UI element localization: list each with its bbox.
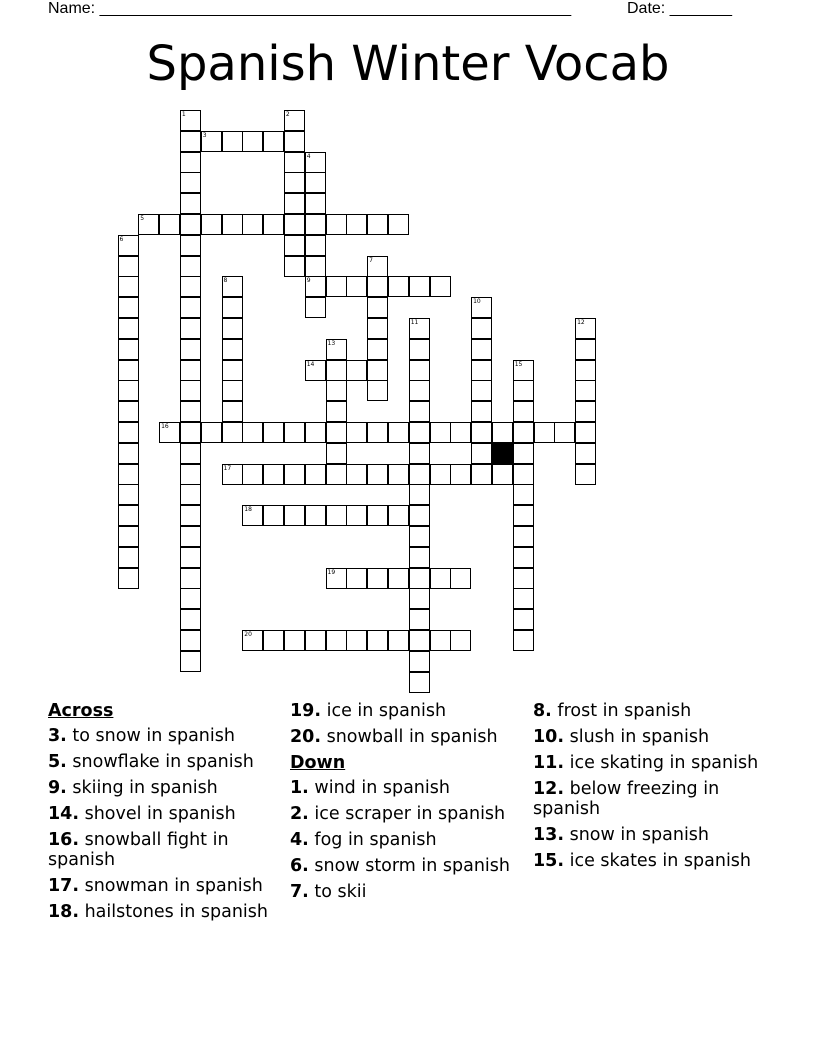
grid-cell[interactable] (222, 360, 243, 381)
clue-item (48, 902, 283, 922)
grid-cell[interactable] (326, 401, 347, 422)
grid-cell[interactable] (180, 526, 201, 547)
grid-cell[interactable] (430, 568, 451, 589)
grid-cell[interactable] (180, 276, 201, 297)
grid-cell[interactable] (575, 464, 596, 485)
grid-cell[interactable] (513, 609, 534, 630)
clue-text: ice scraper in spanish (314, 804, 506, 824)
clue-number: 12. (533, 779, 565, 799)
grid-cell[interactable] (471, 297, 492, 318)
grid-cell[interactable] (326, 464, 347, 485)
clue-text: ice skating in spanish (569, 753, 759, 773)
grid-cell[interactable] (284, 131, 305, 152)
clue-text: snowball fight in spanish (48, 830, 229, 870)
clue-text: to snow in spanish (72, 726, 235, 746)
grid-cell[interactable] (409, 360, 430, 381)
grid-cell[interactable] (222, 380, 243, 401)
grid-cell[interactable] (180, 131, 201, 152)
grid-cell[interactable] (513, 360, 534, 381)
grid-cell[interactable] (513, 526, 534, 547)
grid-cell[interactable] (284, 214, 305, 235)
grid-cell[interactable] (367, 505, 388, 526)
grid-cell[interactable] (180, 193, 201, 214)
grid-cell[interactable] (242, 630, 263, 651)
grid-cell[interactable] (513, 422, 534, 443)
grid-cell[interactable] (388, 630, 409, 651)
grid-cell[interactable] (222, 214, 243, 235)
clue-item (533, 851, 768, 871)
grid-cell[interactable] (180, 651, 201, 672)
grid-cell[interactable] (450, 422, 471, 443)
clue-item (533, 779, 768, 819)
grid-cell[interactable] (180, 339, 201, 360)
grid-cell[interactable] (284, 152, 305, 173)
clue-item (48, 876, 283, 896)
grid-cell[interactable] (118, 276, 139, 297)
grid-cell[interactable] (409, 505, 430, 526)
grid-cell[interactable] (263, 131, 284, 152)
grid-cell[interactable] (388, 464, 409, 485)
grid-cell[interactable] (513, 464, 534, 485)
grid-cell[interactable] (305, 630, 326, 651)
clue-item (290, 804, 525, 824)
grid-cell[interactable] (367, 568, 388, 589)
grid-cell[interactable] (513, 443, 534, 464)
clue-number: 2. (290, 804, 309, 824)
grid-cell[interactable] (180, 235, 201, 256)
grid-cell[interactable] (326, 505, 347, 526)
grid-cell[interactable] (367, 422, 388, 443)
grid-cell[interactable] (326, 276, 347, 297)
clue-item (48, 752, 283, 772)
clue-number: 9. (48, 778, 67, 798)
grid-cell[interactable] (575, 318, 596, 339)
grid-cell[interactable] (575, 360, 596, 381)
cell-number: 5 (140, 215, 145, 222)
grid-cell[interactable] (263, 214, 284, 235)
cell-number: 13 (327, 339, 336, 347)
name-field: Name: _____________________________________________________ (48, 0, 572, 17)
clue-column-3 (533, 701, 768, 877)
clue-item (290, 701, 525, 721)
grid-cell[interactable] (222, 401, 243, 422)
clue-number: 1. (290, 778, 309, 798)
clue-item (48, 830, 283, 870)
clue-text: ice skates in spanish (569, 851, 752, 871)
cell-number: 9 (306, 277, 311, 285)
clue-item (290, 882, 525, 902)
grid-cell[interactable] (513, 484, 534, 505)
cell-number: 16 (161, 423, 169, 430)
grid-cell[interactable] (118, 484, 139, 505)
grid-cell[interactable] (471, 339, 492, 360)
grid-cell[interactable] (118, 256, 139, 277)
grid-cell[interactable] (222, 318, 243, 339)
grid-cell[interactable] (180, 152, 201, 173)
clue-text: to skii (314, 882, 367, 902)
grid-cell[interactable] (409, 630, 430, 651)
grid-cell[interactable] (180, 609, 201, 630)
grid-cell[interactable] (159, 214, 180, 235)
clue-number: 18. (48, 902, 80, 922)
grid-cell[interactable] (305, 235, 326, 256)
grid-cell[interactable] (409, 276, 430, 297)
clue-number: 11. (533, 753, 565, 773)
grid-cell[interactable] (471, 360, 492, 381)
grid-cell[interactable] (367, 256, 388, 277)
grid-cell[interactable] (284, 110, 305, 131)
grid-cell[interactable] (346, 630, 367, 651)
grid-cell[interactable] (326, 214, 347, 235)
grid-cell[interactable] (326, 630, 347, 651)
grid-cell[interactable] (180, 172, 201, 193)
grid-cell[interactable] (305, 297, 326, 318)
grid-cell[interactable] (513, 505, 534, 526)
grid-cell[interactable] (118, 235, 139, 256)
grid-cell[interactable] (367, 297, 388, 318)
grid-cell[interactable] (180, 505, 201, 526)
grid-cell[interactable] (284, 422, 305, 443)
grid-cell[interactable] (409, 401, 430, 422)
grid-cell[interactable] (305, 214, 326, 235)
grid-cell[interactable] (305, 256, 326, 277)
clue-number: 6. (290, 856, 309, 876)
grid-cell[interactable] (471, 401, 492, 422)
clue-column-2 (290, 701, 525, 908)
grid-cell[interactable] (118, 297, 139, 318)
clue-number: 19. (290, 701, 322, 721)
grid-cell[interactable] (534, 422, 555, 443)
grid-cell[interactable] (346, 464, 367, 485)
grid-cell[interactable] (409, 526, 430, 547)
grid-cell[interactable] (346, 360, 367, 381)
grid-cell[interactable] (305, 172, 326, 193)
grid-cell[interactable] (118, 339, 139, 360)
grid-cell[interactable] (118, 505, 139, 526)
grid-cell[interactable] (575, 422, 596, 443)
clue-number: 7. (290, 882, 309, 902)
grid-cell[interactable] (305, 152, 326, 173)
clue-text: snow in spanish (569, 825, 710, 845)
grid-cell[interactable] (180, 380, 201, 401)
grid-cell[interactable] (326, 339, 347, 360)
cell-number: 2 (285, 111, 290, 118)
clue-text: ice in spanish (326, 701, 447, 721)
grid-cell[interactable] (367, 380, 388, 401)
clue-text: below freezing in spanish (533, 779, 720, 819)
grid-cell[interactable] (118, 568, 139, 589)
grid-cell[interactable] (409, 422, 430, 443)
grid-cell[interactable] (138, 214, 159, 235)
grid-cell[interactable] (118, 380, 139, 401)
cell-number: 6 (119, 235, 124, 243)
grid-cell[interactable] (180, 297, 201, 318)
grid-cell[interactable] (346, 214, 367, 235)
cell-number: 15 (514, 360, 523, 368)
grid-cell[interactable] (430, 276, 451, 297)
clue-text: skiing in spanish (72, 778, 218, 798)
grid-cell[interactable] (409, 651, 430, 672)
shaded-cell (492, 443, 513, 464)
grid-cell[interactable] (180, 547, 201, 568)
grid-cell[interactable] (388, 505, 409, 526)
clue-text: fog in spanish (314, 830, 437, 850)
cell-number: 12 (577, 319, 585, 326)
grid-cell[interactable] (367, 630, 388, 651)
grid-cell[interactable] (222, 464, 243, 485)
cell-number: 17 (223, 464, 232, 472)
grid-cell[interactable] (450, 630, 471, 651)
grid-cell[interactable] (513, 547, 534, 568)
grid-cell[interactable] (263, 505, 284, 526)
grid-cell[interactable] (513, 588, 534, 609)
cell-number: 3 (202, 131, 207, 139)
grid-cell[interactable] (326, 380, 347, 401)
grid-cell[interactable] (180, 464, 201, 485)
cell-number: 8 (223, 277, 228, 285)
cell-number: 4 (306, 152, 311, 160)
grid-cell[interactable] (430, 422, 451, 443)
clue-number: 10. (533, 727, 565, 747)
grid-cell[interactable] (409, 464, 430, 485)
clue-item (533, 825, 768, 845)
grid-cell[interactable] (118, 360, 139, 381)
grid-cell[interactable] (326, 422, 347, 443)
cell-number: 7 (369, 256, 373, 264)
grid-cell[interactable] (222, 131, 243, 152)
grid-cell[interactable] (513, 380, 534, 401)
grid-cell[interactable] (450, 464, 471, 485)
grid-cell[interactable] (388, 276, 409, 297)
clue-text: hailstones in spanish (84, 902, 268, 922)
grid-cell[interactable] (180, 401, 201, 422)
grid-cell[interactable] (492, 422, 513, 443)
clue-item (48, 778, 283, 798)
grid-cell[interactable] (409, 339, 430, 360)
clue-text: snow storm in spanish (314, 856, 511, 876)
grid-cell[interactable] (409, 443, 430, 464)
grid-cell[interactable] (305, 276, 326, 297)
grid-cell[interactable] (284, 464, 305, 485)
clue-item (290, 830, 525, 850)
cell-number: 19 (327, 568, 336, 576)
clue-text: snowflake in spanish (72, 752, 254, 772)
grid-cell[interactable] (118, 547, 139, 568)
grid-cell[interactable] (367, 360, 388, 381)
grid-cell[interactable] (180, 110, 201, 131)
grid-cell[interactable] (180, 422, 201, 443)
grid-cell[interactable] (222, 276, 243, 297)
grid-cell[interactable] (513, 568, 534, 589)
grid-cell[interactable] (430, 464, 451, 485)
clue-text: snowman in spanish (84, 876, 263, 896)
grid-cell[interactable] (263, 422, 284, 443)
grid-cell[interactable] (242, 422, 263, 443)
cell-number: 20 (244, 631, 252, 638)
grid-cell[interactable] (450, 568, 471, 589)
grid-cell[interactable] (201, 422, 222, 443)
clue-number: 5. (48, 752, 67, 772)
grid-cell[interactable] (409, 672, 430, 693)
grid-cell[interactable] (409, 568, 430, 589)
date-field: Date: _______ (627, 0, 732, 17)
grid-cell[interactable] (346, 505, 367, 526)
grid-cell[interactable] (284, 505, 305, 526)
grid-cell[interactable] (367, 214, 388, 235)
cell-number: 1 (181, 111, 186, 118)
grid-cell[interactable] (575, 339, 596, 360)
clue-item (533, 727, 768, 747)
grid-cell[interactable] (118, 422, 139, 443)
grid-cell[interactable] (201, 131, 222, 152)
grid-cell[interactable] (513, 401, 534, 422)
cell-number: 18 (244, 506, 252, 514)
grid-cell[interactable] (180, 318, 201, 339)
grid-cell[interactable] (471, 443, 492, 464)
grid-cell[interactable] (326, 443, 347, 464)
grid-cell[interactable] (284, 172, 305, 193)
grid-cell[interactable] (305, 360, 326, 381)
grid-cell[interactable] (575, 401, 596, 422)
grid-cell[interactable] (471, 380, 492, 401)
clue-column-1 (48, 701, 283, 928)
grid-cell[interactable] (263, 630, 284, 651)
grid-cell[interactable] (492, 464, 513, 485)
grid-cell[interactable] (284, 235, 305, 256)
grid-cell[interactable] (326, 568, 347, 589)
grid-cell[interactable] (305, 422, 326, 443)
grid-cell[interactable] (242, 505, 263, 526)
grid-cell[interactable] (222, 339, 243, 360)
grid-cell[interactable] (305, 464, 326, 485)
grid-cell[interactable] (575, 380, 596, 401)
grid-cell[interactable] (118, 526, 139, 547)
clue-item (290, 856, 525, 876)
cell-number: 10 (473, 298, 481, 306)
grid-cell[interactable] (346, 276, 367, 297)
grid-cell[interactable] (180, 256, 201, 277)
cell-number: 14 (306, 360, 315, 368)
grid-cell[interactable] (430, 630, 451, 651)
grid-cell[interactable] (284, 256, 305, 277)
grid-cell[interactable] (409, 318, 430, 339)
clue-number: 15. (533, 851, 565, 871)
grid-cell[interactable] (388, 422, 409, 443)
grid-cell[interactable] (222, 297, 243, 318)
grid-cell[interactable] (242, 131, 263, 152)
clue-number: 13. (533, 825, 565, 845)
grid-cell[interactable] (409, 609, 430, 630)
clue-number: 3. (48, 726, 67, 746)
grid-cell[interactable] (471, 422, 492, 443)
grid-cell[interactable] (180, 214, 201, 235)
grid-cell[interactable] (118, 464, 139, 485)
clue-number: 20. (290, 727, 322, 747)
clue-text: wind in spanish (314, 778, 450, 798)
grid-cell[interactable] (242, 464, 263, 485)
grid-cell[interactable] (388, 568, 409, 589)
grid-cell[interactable] (346, 568, 367, 589)
grid-cell[interactable] (180, 568, 201, 589)
grid-cell[interactable] (471, 464, 492, 485)
clue-text: slush in spanish (569, 727, 710, 747)
grid-cell[interactable] (305, 505, 326, 526)
grid-cell[interactable] (409, 484, 430, 505)
clue-item (48, 804, 283, 824)
grid-cell[interactable] (284, 193, 305, 214)
grid-cell[interactable] (263, 464, 284, 485)
clue-number: 14. (48, 804, 80, 824)
clue-item (533, 701, 768, 721)
grid-cell[interactable] (118, 401, 139, 422)
grid-cell[interactable] (180, 484, 201, 505)
grid-cell[interactable] (575, 443, 596, 464)
clue-text: snowball in spanish (326, 727, 498, 747)
clue-text: frost in spanish (557, 701, 692, 721)
grid-cell[interactable] (409, 588, 430, 609)
grid-cell[interactable] (367, 276, 388, 297)
clue-item (48, 726, 283, 746)
grid-cell[interactable] (284, 630, 305, 651)
cell-number: 11 (410, 319, 419, 326)
grid-cell[interactable] (367, 464, 388, 485)
grid-cell[interactable] (180, 443, 201, 464)
grid-cell[interactable] (367, 339, 388, 360)
grid-cell[interactable] (180, 630, 201, 651)
clue-item (290, 778, 525, 798)
grid-cell[interactable] (118, 443, 139, 464)
grid-cell[interactable] (201, 214, 222, 235)
clue-number: 16. (48, 830, 80, 850)
grid-cell[interactable] (471, 318, 492, 339)
clue-text: shovel in spanish (84, 804, 236, 824)
clue-heading-down: Down (290, 753, 346, 773)
grid-cell[interactable] (305, 193, 326, 214)
clue-item (533, 753, 768, 773)
grid-cell[interactable] (409, 380, 430, 401)
grid-cell[interactable] (554, 422, 575, 443)
grid-cell[interactable] (346, 422, 367, 443)
clue-number: 8. (533, 701, 552, 721)
grid-cell[interactable] (242, 214, 263, 235)
grid-cell[interactable] (118, 318, 139, 339)
clue-number: 4. (290, 830, 309, 850)
grid-cell[interactable] (409, 547, 430, 568)
grid-cell[interactable] (388, 214, 409, 235)
grid-cell[interactable] (180, 360, 201, 381)
grid-cell[interactable] (367, 318, 388, 339)
page-title: Spanish Winter Vocab (146, 36, 670, 92)
clue-item (290, 727, 525, 747)
grid-cell[interactable] (326, 360, 347, 381)
clue-heading-across: Across (48, 701, 114, 721)
grid-cell[interactable] (159, 422, 180, 443)
grid-cell[interactable] (180, 588, 201, 609)
clue-number: 17. (48, 876, 80, 896)
grid-cell[interactable] (513, 630, 534, 651)
grid-cell[interactable] (222, 422, 243, 443)
